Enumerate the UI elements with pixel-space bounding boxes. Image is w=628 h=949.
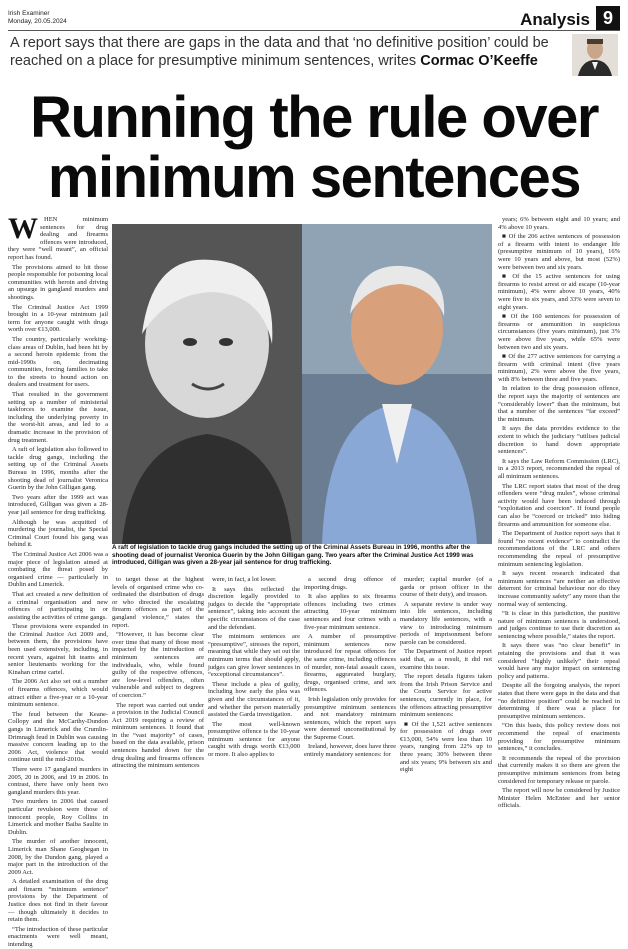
body-paragraph: ■ Of the 1,521 active sentences for possession of drugs over €13,000, 54% were less than 10 years, ranging from 22% up to three years; 30% between three and six years; 9% between six and eight [400,720,492,774]
masthead-divider [8,30,620,31]
body-paragraph: HEN minimum sentences for drug dealing and firearms offences were introduced, they were “well meant”, an official report has found. [8,216,108,261]
body-paragraph: “However, it has become clear over time that many of those most impacted by the introduction of minimum sentences are individuals, who, while found guilty of the respective offences, are low-level offenders, often vulnerable and subject to degrees of coercion.” [112,631,204,699]
headline [6,85,622,210]
column-5-paragraphs [400,576,492,774]
body-paragraph: ■ Of the 15 active sentences for using firearms to resist arrest or aid escape (10-year minimum), 4% were above 10 years, 40% were five to six years, and 33% were seven to eight years. [498,273,620,311]
drop-cap: W [8,212,38,245]
photo-caption: A raft of legislation to tackle drug gangs included the setting up of the Criminal Assets Bureau in 1996, months after the shooting dead of journalist Veronica Guerin by the John Gilligan gang. Two years after the Criminal Justice Act 1999 was introduced, Gilligan was given a 28-year jail sentence for drug trafficking. [112,544,474,566]
body-paragraph: The murder of another innocent, Limerick man Shane Geoghegan in 2008, by the Dundon gang, played a major part in the introduction of the 2009 Act. [8,838,108,876]
body-paragraph: The minimum sentences are “presumptive”, stresses the report, meaning that while they set out the minimum terms that should apply, judges can give lower sentences in “exceptional circumstances”. [208,633,300,679]
body-paragraph: The feud between the Keane-Collopy and the McCarthy-Dundon gangs in Limerick and the Crumlin-Drimnagh feud in Dublin was causing massive concern leading up to the 2006 Act, violence that would continue until the mid-2010s. [8,710,108,764]
body-paragraph: murder; capital murder (of a garda or prison officer in the course of their duty), and treason. [400,576,492,599]
byline-author: Cormac O’Keeffe [420,53,538,69]
body-paragraph: Two years after the 1999 act was introduced, Gilligan was given a 28-year jail sentence for drug trafficking. [8,493,108,516]
body-column-3 [208,576,300,759]
body-paragraph: “It is clear in this jurisdiction, the punitive nature of minimum sentences is understood, and judges continue to use their discretion as sentencing where possible,” states the report. [498,610,620,640]
body-column-6 [498,216,620,810]
body-paragraph: That resulted in the government setting up a number of ministerial taskforces to examine the issue, including the underlying poverty in the worst-hit areas, and led to a dramatic increase in the provision of drug treatment. [8,391,108,444]
body-paragraph: It also applies to six firearms offences including two crimes attracting 10-year minimum sentences and four crimes with a five-year minimum sentence. [304,593,396,631]
body-paragraph: “On this basis, this policy review does not recommend the repeal of enactments providing for presumptive minimum sentences,” it concludes. [498,722,620,753]
standfirst [10,34,562,70]
body-column-2 [112,576,204,770]
body-paragraph: A separate review is under way into life sentences, including mandatory life sentences, with a view to introducing minimum periods of imprisonment before parole can be considered. [400,600,492,646]
masthead [8,4,620,32]
body-paragraph: The most well-known presumptive offence is the 10-year minimum sentence for anyone caught with drugs worth €13,000 or more. It also applies to [208,720,300,759]
section-label: Analysis [520,10,590,29]
body-paragraph: It says the data provides evidence to the extent to which the judiciary “utilises judicial discretion to hand down appropriate sentences”. [498,425,620,456]
body-paragraph: years; 6% between eight and 10 years; and 4% above 10 years. [498,216,620,231]
body-paragraph: The Criminal Justice Act 2006 was a major piece of legislation aimed at combating the threat posed by organised crime — particularly in Dublin and Limerick. [8,550,108,589]
body-paragraph: A detailed examination of the drug and firearm “minimum sentence” provisions by the Department of Justice does not find in their favour — though ultimately it decides to retain them. [8,878,108,924]
body-column-5 [400,576,492,774]
body-paragraph: The LRC report states that most of the drug offenders were “drug mules”, whose criminal activity would have been induced through “exploitation and coercion”. If found people can also be “coerced or tricked” into hiding firearms and ammunition for someone else. [498,482,620,528]
publication-date: Monday, 20.05.2024 [8,18,67,25]
body-paragraph: It says this reflected the discretion legally provided to judges to decide the “appropriate sentence”, taking into account the specific circumstances of the case and the defendant. [208,585,300,631]
body-paragraph: In relation to the drug possession offence, the report says the majority of sentences are “considerably lower” than the minimum, but that a number of the sentences “far exceed” the minimum. [498,385,620,423]
body-paragraph: ■ Of the 160 sentences for possession of firearms or ammunition in suspicious circumstances (five years minimum), just 3% were above five years, while 65% were between two and six years. [498,313,620,351]
body-paragraph: ■ Of the 277 active sentences for carrying a firearm with criminal intent (five years minimum), 2% were above the five years, with 8% between three and five years. [498,353,620,383]
body-paragraph: A number of presumptive minimum sentences now introduced for repeat offences for the same crime, including offences of murder, non-fatal assault cases, firearms, aggravated burglary, drugs, organised crime, and sex offences. [304,633,396,694]
body-paragraph: were, in fact, a lot lower. [212,576,277,583]
body-paragraph: It says recent research indicated that minimum sentences “are neither an effective deterrent for criminal behaviour nor do they increase community safety” any more than the normal way of sentencing. [498,570,620,608]
body-paragraph: It says the Law Reform Commission (LRC), in a 2013 report, recommended the repeal of all minimum sentences. [498,457,620,480]
headline-line-2: minimum sentences [47,145,581,210]
body-paragraph: The provisions aimed to hit those people responsible for poisoning local communities with heroin and driving an upsurge in gangland murders and shootings. [8,263,108,301]
column-1-paragraphs [8,212,108,949]
body-paragraph: There were 17 gangland murders in 2005, 20 in 2006, and 19 in 2006. In contrast, there have only been two gangland murders this year. [8,765,108,796]
body-paragraph: The report details figures taken from the Irish Prison Service and the Courts Service for active sentences, currently in place, for the offences attracting presumptive minimum sentences: [400,673,492,719]
body-paragraph: The report was carried out under a provision in the Judicial Council Act 2019 requiring a review of minimum sentences. It found that in the “vast majority” of cases, based on the data available, prison sentences handed down for the drug dealing and firearms offences attracting the minimum sentences [112,701,204,770]
body-paragraph: These provisions were expanded in the Criminal Justice Act 2009 and, between them, the provisions have been used extensively, including, in recent years, against hit teams and senior lieutenants working for the Kinahan crime cartel. [8,623,108,676]
body-column-1 [8,212,108,949]
headline-line-1: Running the rule over [30,85,598,150]
body-paragraph: Although he was acquitted of murdering the journalist, the Special Criminal Court found his gang was behind it. [8,518,108,549]
column-6-paragraphs [498,216,620,810]
column-3-paragraphs [208,576,300,759]
body-paragraph: The country, particularly working-class areas of Dublin, had been hit by a second heroin epidemic from the mid-1990s on, decimating communities, forcing families to take to the streets to hound action on dealers and treatment for users. [8,335,108,389]
author-photo [572,34,618,76]
article-photo [112,224,492,544]
body-paragraph: ■ Of the 206 active sentences of possession of a firearm with intent to endanger life (presumptive minimum of 10 years), 16% were 10 years and above, but most (52%) were between two and six years. [498,233,620,271]
body-paragraph: Irish legislation only provides for presumptive minimum sentences and not mandatory minimum sentences, which the report says were deemed unconstitutional by the Supreme Court. [304,695,396,741]
body-paragraph: The 2006 Act also set out a number of firearms offences, which would attract either a five-year or a 10-year minimum sentence. [8,678,108,709]
body-paragraph: “The introduction of these particular enactments were well meant, intending [8,925,108,949]
column-4-paragraphs [304,576,396,759]
body-column-4 [304,576,396,759]
body-paragraph: Ireland, however, does have three entirely mandatory sentences: for [304,743,396,759]
body-paragraph: The Department of Justice report says that it found “no recent evidence” to contradict the recommendations of the LRC and others recommending the repeal of presumptive minimum sentencing legislation. [498,530,620,568]
standfirst-text: A report says that there are gaps in the data and that ‘no definitive position’ could be reached on a place for presumptive minimum sentences, writes [10,35,549,69]
body-paragraph: It recommends the repeal of the provision that currently makes it so there are given the presumptive minimum sentences from being considered for temporary release or parole. [498,754,620,785]
body-paragraph: a second drug offence of importing drugs. [304,576,396,591]
page-number: 9 [596,6,620,30]
body-paragraph: A raft of legislation also followed to tackle drug gangs, including the setting up of the Criminal Assets Bureau in 1996, months after the shooting dead of journalist Veronica Guerin by the John Gilligan gang. [8,446,108,492]
publication-info [8,10,67,26]
body-paragraph: The Criminal Justice Act 1999 brought in a 10-year minimum jail term for anyone caught with drugs worth over €13,000. [8,303,108,334]
body-paragraph: These include a plea of guilty, including how early the plea was given and the circumstances of it, and whether the person materially assisted the Garda investigation. [208,680,300,719]
publication-name: Irish Examiner [8,10,50,17]
body-paragraph: That act created a new definition of a criminal organisation and new offences of participating in or assisting the activities of crime gangs. [8,590,108,621]
body-paragraph: It says there was “no clear benefit” in retaining the provisions and that it was considered “highly unlikely” their repeal would have any major impact on sentencing policy and patterns. [498,642,620,680]
body-paragraph: The Department of Justice report said that, as a result, it did not examine this issue. [400,648,492,671]
body-paragraph: The report will now be considered by Justice Minister Helen McEntee and her senior officials. [498,787,620,810]
body-paragraph: Despite all the forgoing analysis, the report states that there were gaps in the data and that “no definitive position” could be reached in determining if there was a place for presumptive minimum sentences. [498,682,620,720]
body-paragraph: to target those at the highest levels of organised crime who co-ordinated the distribution of drugs or who directed the escalating firearm offences as part of the gangland violence,” states the report. [112,576,204,629]
column-2-paragraphs [112,576,204,770]
body-paragraph: Two murders in 2006 that caused particular revulsion were those of innocent people, Roy Collins in Limerick and mother Baiba Saulite in Dublin. [8,798,108,836]
